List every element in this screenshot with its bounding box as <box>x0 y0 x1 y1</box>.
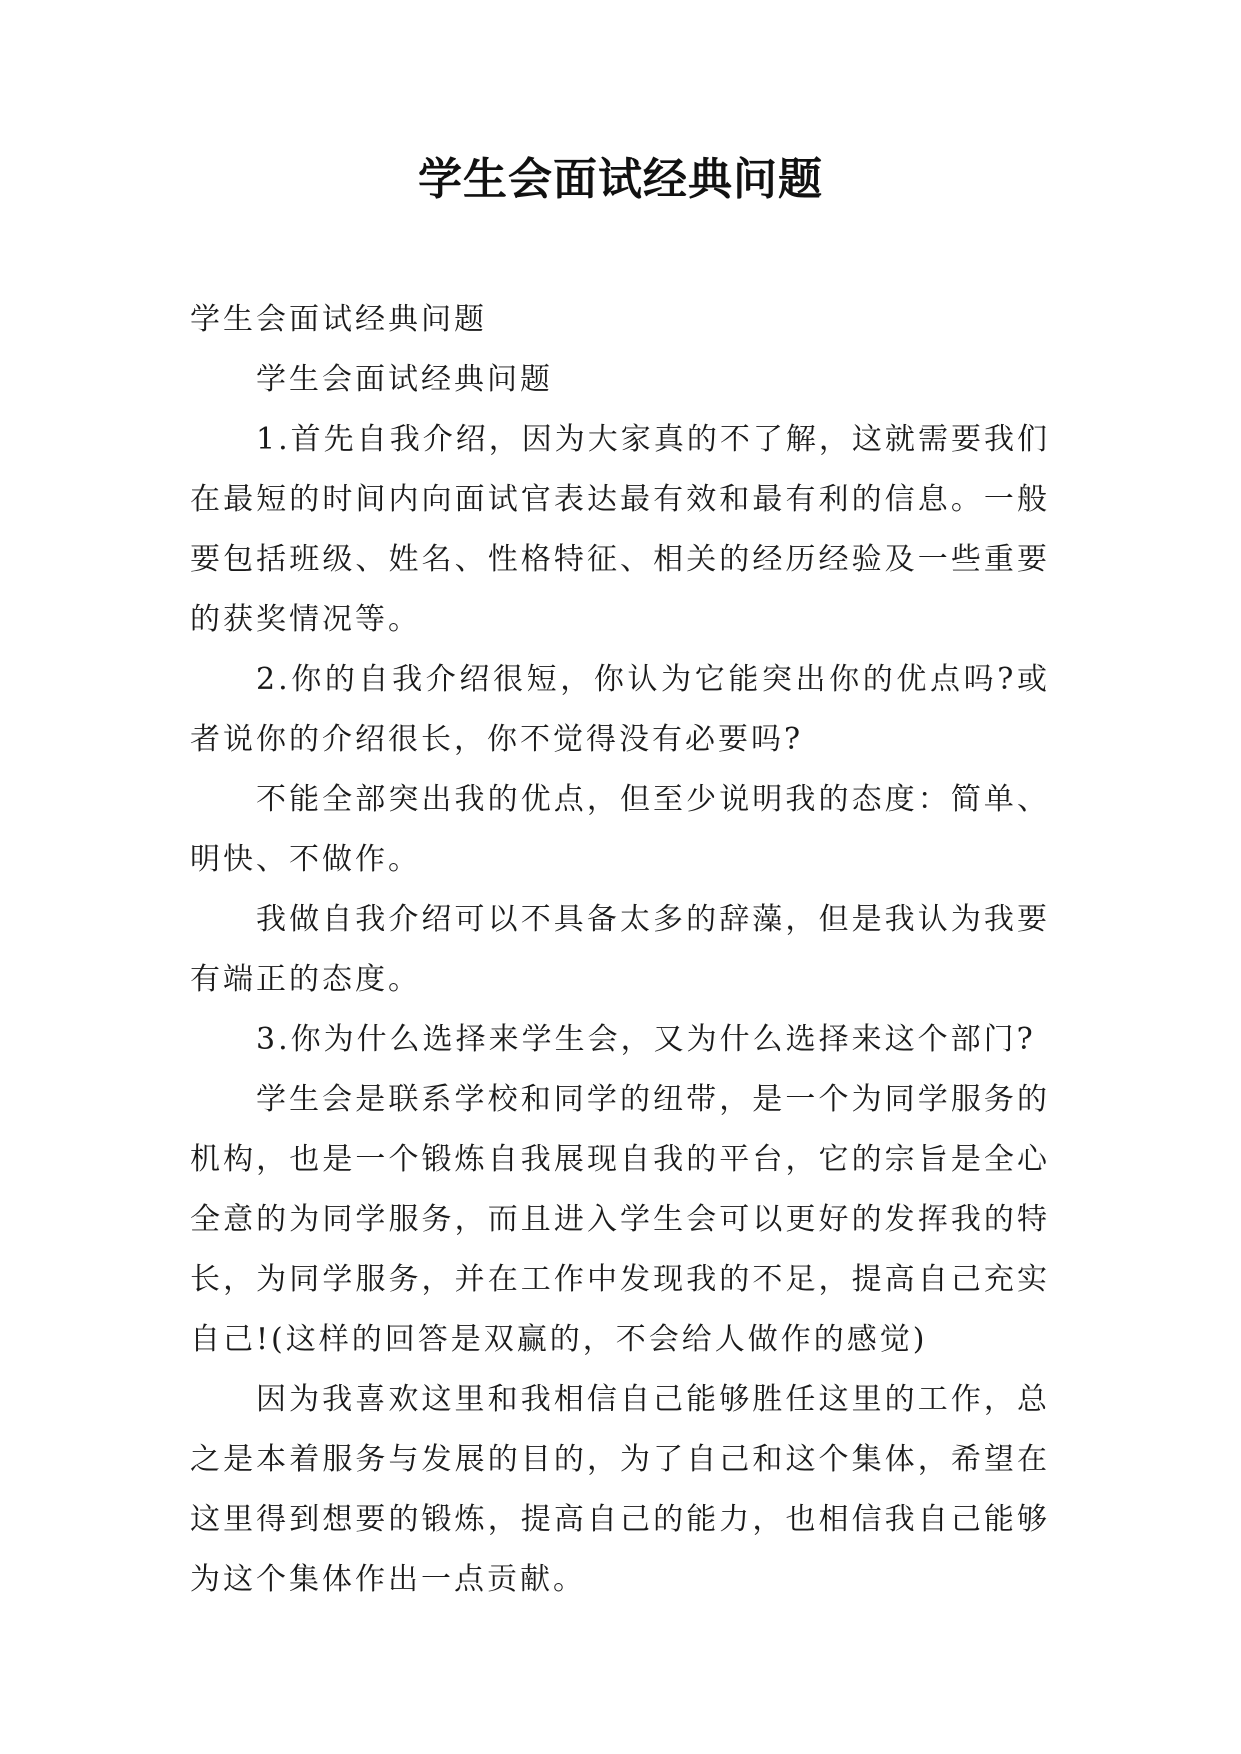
paragraph-question-1: 1.首先自我介绍，因为大家真的不了解，这就需要我们在最短的时间内向面试官表达最有效和最有利的信息。一般要包括班级、姓名、性格特征、相关的经历经验及一些重要的获奖情况等。 <box>190 422 1050 637</box>
document-title: 学生会面试经典问题 <box>418 154 823 205</box>
document-body <box>190 290 1050 1610</box>
paragraph-heading: 学生会面试经典问题 <box>190 302 487 337</box>
paragraph-answer-2a: 不能全部突出我的优点，但至少说明我的态度：简单、明快、不做作。 <box>190 782 1050 877</box>
paragraph-answer-3a: 学生会是联系学校和同学的纽带，是一个为同学服务的机构，也是一个锻炼自我展现自我的平台，它的宗旨是全心全意的为同学服务，而且进入学生会可以更好的发挥我的特长，为同学服务，并在工作中发现我的不足，提高自己充实自己!(这样的回答是双赢的，不会给人做作的感觉) <box>190 1082 1050 1357</box>
paragraph-answer-2b: 我做自我介绍可以不具备太多的辞藻，但是我认为我要有端正的态度。 <box>190 902 1050 997</box>
paragraph-question-3: 3.你为什么选择来学生会，又为什么选择来这个部门? <box>256 1022 1036 1057</box>
paragraph-question-2: 2.你的自我介绍很短，你认为它能突出你的优点吗?或者说你的介绍很长，你不觉得没有必要吗? <box>190 662 1050 757</box>
paragraph-subheading: 学生会面试经典问题 <box>256 362 553 397</box>
paragraph-answer-3b: 因为我喜欢这里和我相信自己能够胜任这里的工作，总之是本着服务与发展的目的，为了自己和这个集体，希望在这里得到想要的锻炼，提高自己的能力，也相信我自己能够为这个集体作出一点贡献。 <box>190 1382 1050 1597</box>
